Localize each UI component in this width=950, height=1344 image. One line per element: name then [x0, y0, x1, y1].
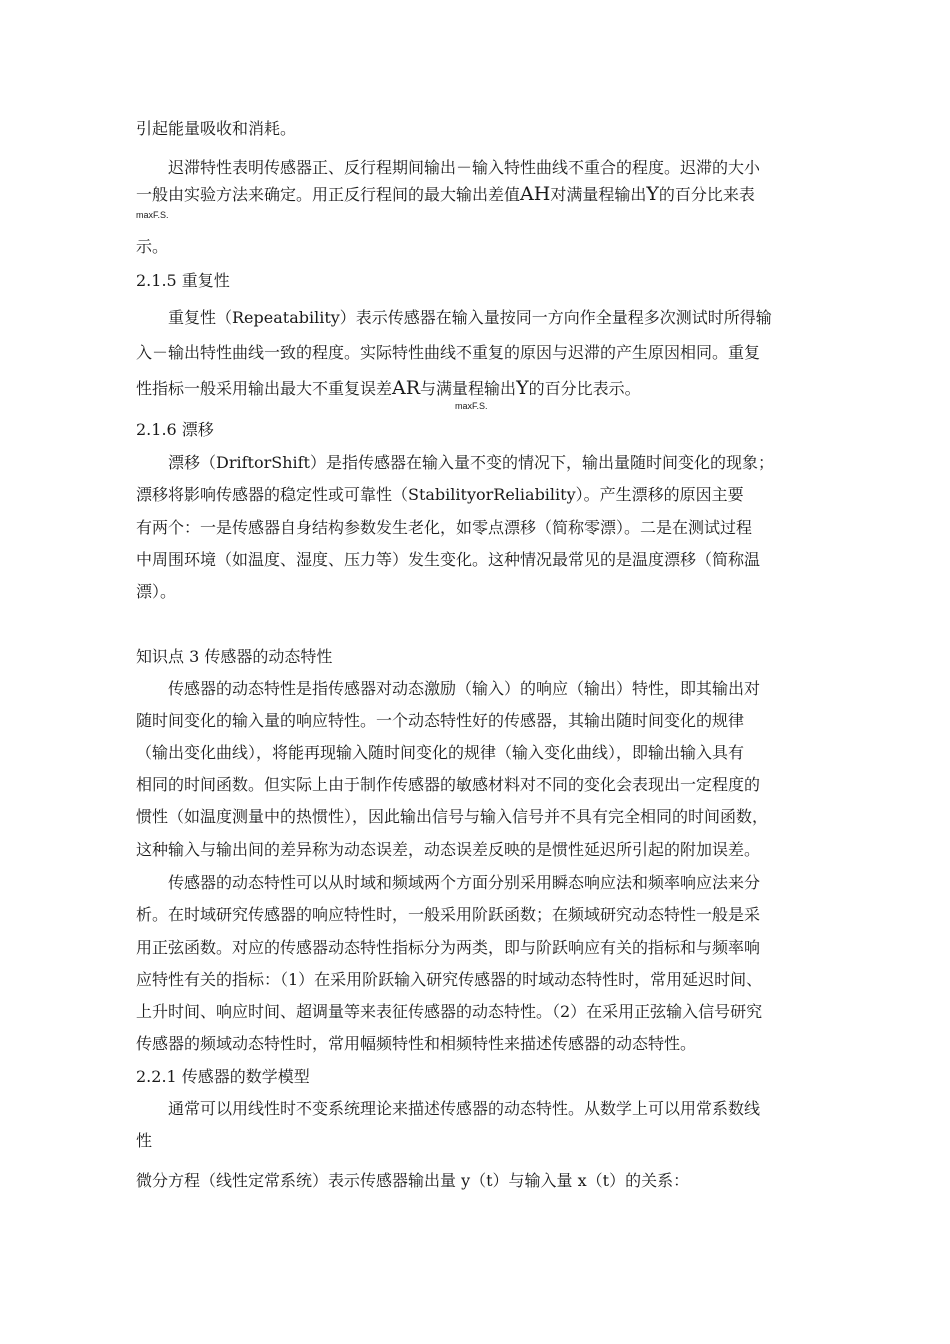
paragraph-line: 漂）。: [136, 582, 177, 601]
paragraph-line: 惯性（如温度测量中的热惯性），因此输出信号与输入信号并不具有完全相同的时间函数，: [136, 807, 769, 826]
paragraph-line: 析。在时域研究传感器的响应特性时，一般采用阶跃函数；在频域研究动态特性一般是采: [136, 905, 761, 924]
section-heading: 2.1.6 漂移: [136, 420, 214, 439]
paragraph-line: （输出变化曲线），将能再现输入随时间变化的规律（输入变化曲线），即输出输入具有: [136, 743, 745, 762]
paragraph-line: 上升时间、响应时间、超调量等来表征传感器的动态特性。（2）在采用正弦输入信号研究: [136, 1002, 763, 1021]
text-run: 性指标一般采用输出最大不重复误差: [136, 379, 393, 398]
symbol-delta-r: AR: [392, 377, 421, 399]
paragraph-line: [136, 377, 641, 400]
text-run: 对满量程输出: [550, 185, 647, 204]
paragraph-line: 用正弦函数。对应的传感器动态特性指标分为两类，即与阶跃响应有关的指标和与频率响: [136, 938, 761, 957]
paragraph-line: 迟滞特性表明传感器正、反行程期间输出－输入特性曲线不重合的程度。迟滞的大小: [168, 158, 761, 177]
paragraph-line: 传感器的动态特性是指传感器对动态激励（输入）的响应（输出）特性，即其输出对: [168, 679, 761, 698]
section-heading: 2.2.1 传感器的数学模型: [136, 1067, 310, 1086]
subscript-label: maxF.S.: [136, 210, 169, 220]
section-heading: 知识点 3 传感器的动态特性: [136, 647, 333, 666]
symbol-y: Y: [646, 183, 659, 205]
text-run: 的百分比表示。: [528, 379, 641, 398]
paragraph-line: 传感器的频域动态特性时，常用幅频特性和相频特性来描述传感器的动态特性。: [136, 1034, 697, 1053]
paragraph-line: 应特性有关的指标：（1）在采用阶跃输入研究传感器的时域动态特性时，常用延迟时间、: [136, 970, 763, 989]
paragraph-line: 入－输出特性曲线一致的程度。实际特性曲线不重复的原因与迟滞的产生原因相同。重复: [136, 343, 761, 362]
paragraph-line: 重复性（Repeatability）表示传感器在输入量按同一方向作全量程多次测试时所得输: [168, 308, 772, 327]
subscript-label: maxF.S.: [455, 401, 488, 411]
paragraph-line: 传感器的动态特性可以从时域和频域两个方面分别采用瞬态响应法和频率响应法来分: [168, 873, 761, 892]
paragraph-line: 通常可以用线性时不变系统理论来描述传感器的动态特性。从数学上可以用常系数线: [168, 1099, 761, 1118]
paragraph-line: 相同的时间函数。但实际上由于制作传感器的敏感材料对不同的变化会表现出一定程度的: [136, 775, 761, 794]
paragraph-line: 性: [136, 1131, 153, 1150]
paragraph-line: [136, 183, 755, 206]
text-run: 一般由实验方法来确定。用正反行程间的最大输出差值: [136, 185, 521, 204]
section-heading: 2.1.5 重复性: [136, 271, 230, 290]
paragraph-line: 这种输入与输出间的差异称为动态误差，动态误差反映的是惯性延迟所引起的附加误差。: [136, 840, 761, 859]
text-run: 的百分比来表: [658, 185, 755, 204]
paragraph-line: 中周围环境（如温度、湿度、压力等）发生变化。这种情况最常见的是温度漂移（简称温: [136, 550, 761, 569]
symbol-delta-h: AH: [520, 183, 551, 205]
paragraph-line: 漂移将影响传感器的稳定性或可靠性（StabilityorReliability）。产生漂移的原因主要: [136, 485, 744, 504]
paragraph-line: 随时间变化的输入量的响应特性。一个动态特性好的传感器，其输出随时间变化的规律: [136, 711, 745, 730]
symbol-y: Y: [516, 377, 529, 399]
paragraph-line: 引起能量吸收和消耗。: [136, 119, 297, 138]
paragraph-line: 漂移（DriftorShift）是指传感器在输入量不变的情况下，输出量随时间变化的现象；: [168, 453, 774, 472]
paragraph-line: 示。: [136, 237, 169, 256]
text-run: 与满量程输出: [420, 379, 517, 398]
paragraph-line: 微分方程（线性定常系统）表示传感器输出量 y（t）与输入量 x（t）的关系：: [136, 1171, 690, 1190]
paragraph-line: 有两个：一是传感器自身结构参数发生老化，如零点漂移（简称零漂）。二是在测试过程: [136, 518, 753, 537]
